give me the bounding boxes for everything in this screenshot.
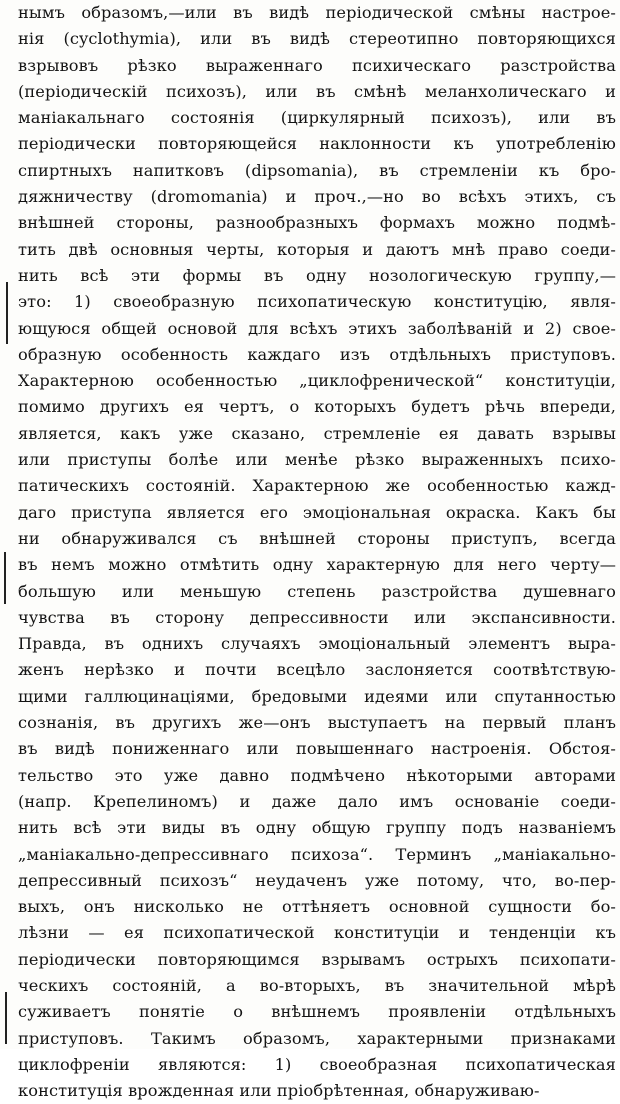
text-line: періодически повторяющимся взрывамъ острыхъ психопати- xyxy=(18,949,616,969)
text-line: (напр. Крепелиномъ) и даже дало имъ основаніе соеди- xyxy=(18,791,616,811)
margin-mark-1 xyxy=(6,282,8,344)
text-line: маніакальнаго состоянія (циркулярный психозъ), или въ xyxy=(18,108,616,128)
text-line: помимо другихъ ея чертъ, о которыхъ будетъ рѣчь впереди, xyxy=(18,397,616,417)
text-line: нить всѣ эти формы въ одну нозологическую группу,— xyxy=(18,265,616,285)
text-line: суживаетъ понятіе о внѣшнемъ проявленіи отдѣльныхъ xyxy=(18,1002,616,1022)
text-line: даго приступа является его эмоціональная окраска. Какъ бы xyxy=(18,502,616,522)
text-line: конституція врожденная или пріобрѣтенная, обнаруживаю- xyxy=(18,1081,540,1101)
text-line: въ видѣ пониженнаго или повышеннаго настроенія. Обстоя- xyxy=(18,739,616,759)
text-line: нымъ образомъ,—или въ видѣ періодической смѣны настрое- xyxy=(18,3,616,22)
text-line: щими галлюцинаціями, бредовыми идеями или спутанностью xyxy=(18,686,616,706)
text-line: (періодическій психозъ), или въ смѣнѣ меланхолическаго и xyxy=(18,81,616,101)
text-line: тить двѣ основныя черты, которыя и даютъ мнѣ право соеди- xyxy=(18,239,616,259)
text-line: внѣшней стороны, разнообразныхъ формахъ можно подмѣ- xyxy=(18,213,616,233)
text-line: дяжничеству (dromomania) и проч.,—но во всѣхъ этихъ, съ xyxy=(18,187,616,207)
text-line: взрывовъ рѣзко выраженнаго психическаго разстройства xyxy=(18,55,616,75)
text-line: чувства въ сторону депрессивности или экспансивности. xyxy=(18,607,616,627)
text-line: приступовъ. Такимъ образомъ, характерными признаками xyxy=(18,1028,616,1048)
text-line: нить всѣ эти виды въ одну общую группу подъ названіемъ xyxy=(18,818,616,838)
text-line: или приступы болѣе или менѣе рѣзко выраженныхъ психо- xyxy=(18,450,616,470)
text-line: въ немъ можно отмѣтить одну характерную для него черту— xyxy=(18,555,616,575)
text-line: періодически повторяющейся наклонности къ употребленію xyxy=(18,134,616,154)
text-line: ни обнаруживался съ внѣшней стороны приступъ, всегда xyxy=(18,528,616,548)
text-line: тельство это уже давно подмѣчено нѣкоторыми авторами xyxy=(18,765,616,785)
text-line: это: 1) своеобразную психопатическую конституцію, явля- xyxy=(18,292,616,312)
text-line: ющуюся общей основой для всѣхъ этихъ заболѣваній и 2) свое- xyxy=(18,318,616,338)
text-line: сознанія, въ другихъ же—онъ выступаетъ на первый планъ xyxy=(18,713,616,733)
text-line: Характерною особенностью „циклофренической“ конституціи, xyxy=(18,371,616,391)
text-line: лѣзни — ея психопатической конституціи и тенденціи къ xyxy=(18,923,616,943)
text-line: большую или меньшую степень разстройства душевнаго xyxy=(18,581,616,601)
margin-mark-2 xyxy=(4,552,6,604)
text-line: депрессивный психозъ“ неудаченъ уже потому, что, во-пер- xyxy=(18,870,616,890)
text-line: ческихъ состояній, а во-вторыхъ, въ значительной мѣрѣ xyxy=(18,975,616,995)
text-line: выхъ, онъ нисколько не оттѣняетъ основной сущности бо- xyxy=(18,897,616,917)
text-line: женъ нерѣзко и почти всецѣло заслоняется соотвѣтствую- xyxy=(18,660,616,680)
text-line: „маніакально-депрессивнаго психоза“. Терминъ „маніакально- xyxy=(18,844,616,864)
text-line: спиртныхъ напитковъ (dipsomania), въ стремленіи къ бро- xyxy=(18,160,616,180)
text-line: нія (cyclothymia), или въ видѣ стереотипно повторяющихся xyxy=(18,29,616,49)
text-line: является, какъ уже сказано, стремленіе ея давать взрывы xyxy=(18,423,616,443)
margin-mark-3 xyxy=(5,992,7,1044)
text-column xyxy=(18,0,616,1104)
text-line: патическихъ состояній. Характерною же особенностью кажд- xyxy=(18,476,616,496)
text-line: циклофреніи являются: 1) своеобразная психопатическая xyxy=(18,1054,616,1074)
text-line: образную особенность каждаго изъ отдѣльныхъ приступовъ. xyxy=(18,344,616,364)
text-line: Правда, въ однихъ случаяхъ эмоціональный элементъ выра- xyxy=(18,634,616,654)
